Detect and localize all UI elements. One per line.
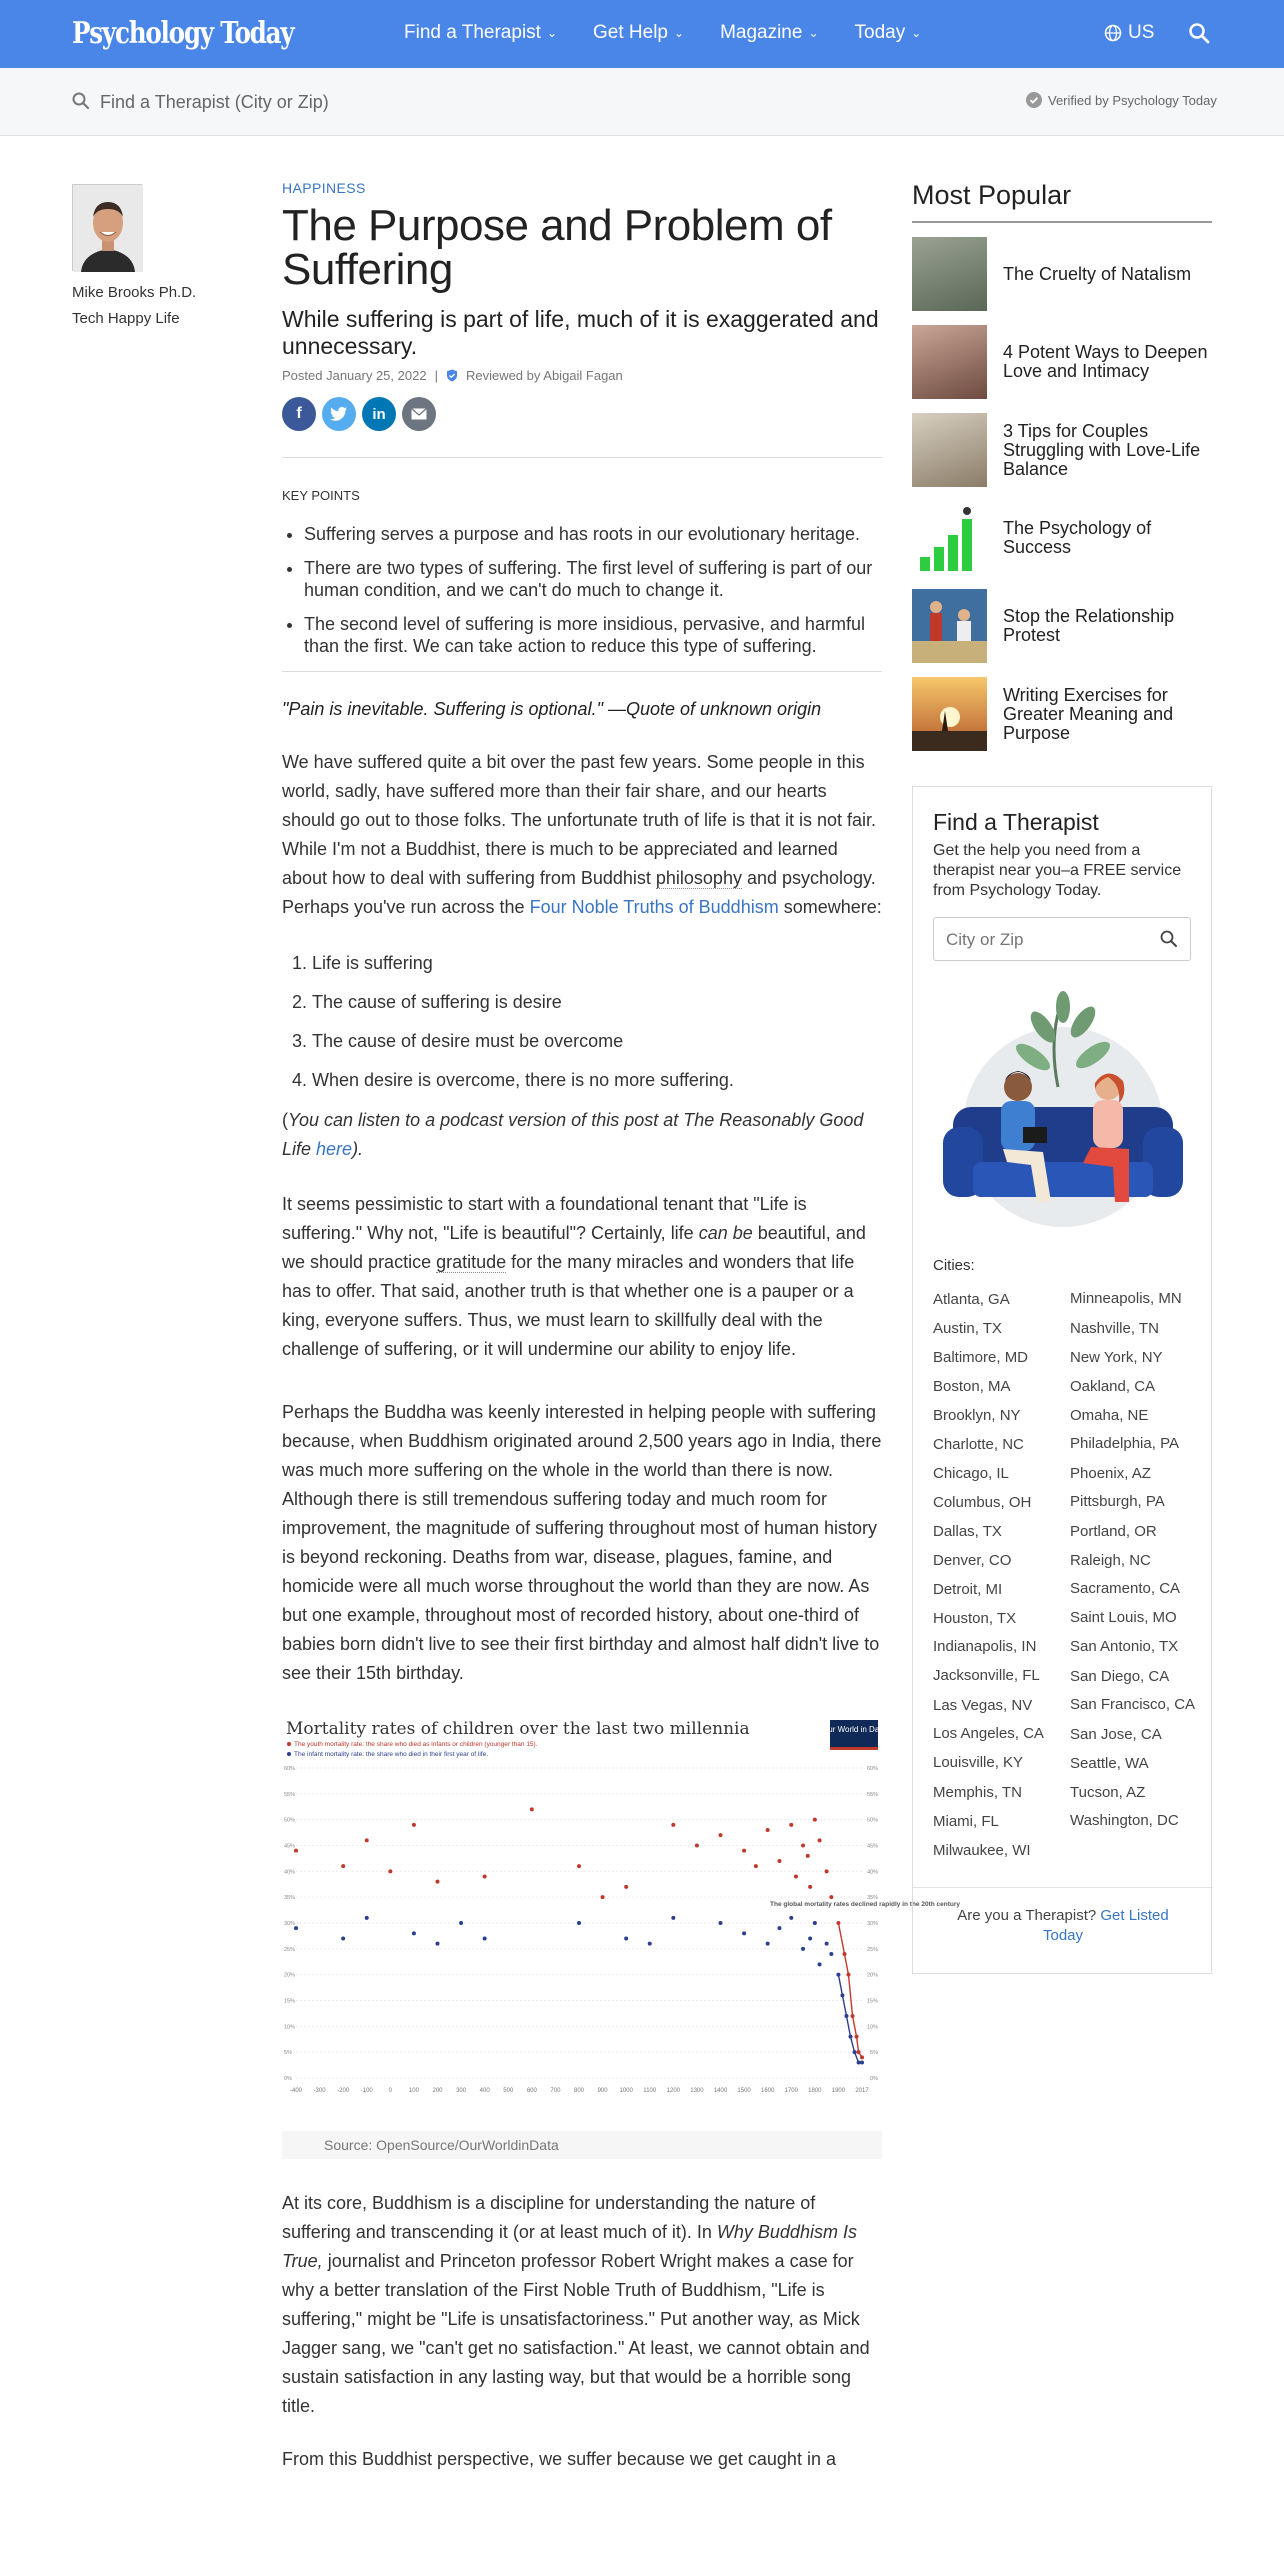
- y-tick-label: 20%: [866, 1972, 878, 1979]
- city-link[interactable]: Portland, OR: [1070, 1523, 1157, 1540]
- city-link[interactable]: Minneapolis, MN: [1070, 1290, 1182, 1307]
- avatar: [73, 185, 143, 272]
- popular-item[interactable]: [912, 325, 1212, 399]
- x-tick-label: -100: [360, 2088, 373, 2094]
- chevron-down-icon: ⌄: [674, 26, 685, 40]
- data-point-youth: [577, 1864, 581, 1868]
- article-meta: [282, 368, 882, 383]
- city-link[interactable]: Louisville, KY: [933, 1754, 1024, 1771]
- paragraph: From this Buddhist perspective, we suffer because we get caught in a: [282, 2449, 836, 2469]
- twitter-icon: [330, 406, 348, 422]
- data-point-youth: [857, 2050, 861, 2054]
- x-tick-label: 2017: [855, 2088, 869, 2094]
- y-tick-label: 35%: [284, 1895, 296, 1902]
- data-point-infant: [825, 1942, 829, 1946]
- most-popular-title: Most Popular: [912, 180, 1212, 223]
- x-tick-label: 500: [503, 2088, 514, 2094]
- chevron-down-icon: ⌄: [808, 26, 819, 40]
- share-email-button[interactable]: [402, 397, 436, 431]
- are-you-therapist: Are you a Therapist?: [957, 1907, 1101, 1924]
- city-link[interactable]: Baltimore, MD: [933, 1349, 1029, 1366]
- data-point-youth: [777, 1859, 781, 1863]
- city-link[interactable]: Seattle, WA: [1070, 1755, 1149, 1772]
- search-icon[interactable]: [1160, 930, 1178, 948]
- check-circle-icon: [1026, 92, 1042, 108]
- article-figure: [282, 1716, 960, 2159]
- y-tick-label: 0%: [870, 2076, 878, 2082]
- data-point-youth: [530, 1807, 534, 1811]
- data-point-youth: [801, 1844, 805, 1848]
- y-tick-label: 50%: [866, 1817, 878, 1824]
- list-item: 4. When desire is overcome, there is no more suffering.: [312, 1067, 882, 1093]
- sidebar: [912, 180, 1212, 751]
- y-tick-label: 30%: [866, 1921, 878, 1927]
- city-link[interactable]: Atlanta, GA: [933, 1291, 1010, 1308]
- data-point-youth: [671, 1823, 675, 1827]
- paragraph-text: journalist and Princeton professor Robert Wright makes a case for why a better translation of the First Noble Truth of Buddhism, "Life is suffering," might be "Life is unsatisfactoriness." Put another way, as Mick Jagger sang, we "can't get no satisfaction." At least, we cannot obtain and sustain satisfaction in any lasting way, but that would be a horrible song title.: [282, 2251, 870, 2416]
- data-point-youth: [808, 1885, 812, 1889]
- share-facebook-button[interactable]: [282, 397, 316, 431]
- author-info: [72, 280, 196, 332]
- site-logo[interactable]: Psychology Today: [72, 16, 294, 51]
- y-tick-label: 5%: [284, 2050, 292, 2057]
- city-link[interactable]: Pittsburgh, PA: [1070, 1493, 1165, 1510]
- city-link[interactable]: Indianapolis, IN: [933, 1638, 1037, 1655]
- linkedin-icon: in: [372, 405, 386, 423]
- paragraph-text: somewhere:: [778, 897, 882, 917]
- data-point-infant: [719, 1921, 723, 1925]
- share-linkedin-button[interactable]: [362, 397, 396, 431]
- data-point-youth: [806, 1854, 810, 1858]
- x-tick-label: 1700: [784, 2088, 798, 2094]
- data-point-youth: [851, 2014, 855, 2018]
- x-tick-label: 100: [408, 2088, 419, 2094]
- data-point-youth: [365, 1838, 369, 1842]
- city-link[interactable]: Washington, DC: [1070, 1812, 1179, 1829]
- city-link[interactable]: Houston, TX: [933, 1610, 1017, 1627]
- city-link[interactable]: Columbus, OH: [933, 1494, 1032, 1511]
- cities-column-left: [933, 1285, 1044, 1865]
- data-point-youth: [766, 1828, 770, 1832]
- city-link[interactable]: San Diego, CA: [1070, 1668, 1170, 1685]
- x-tick-label: 400: [479, 2088, 490, 2094]
- popular-item-title[interactable]: The Psychology of Success: [1003, 518, 1152, 557]
- podcast-note: [282, 1106, 882, 1164]
- gratitude-link[interactable]: gratitude: [436, 1252, 507, 1272]
- key-point: • There are two types of suffering. The first level of suffering is part of our human condition, and we can't do much to change it.: [304, 557, 882, 601]
- data-point-infant: [294, 1926, 298, 1930]
- x-tick-label: -400: [289, 2088, 303, 2094]
- paragraph: Perhaps the Buddha was keenly interested in helping people with suffering because, when Buddhism originated around 2,500 years ago in India, there was much more suffering on the whole in the world than there is now. Although there is still tremendous suffering today and much room for improvement, the magnitude of suffering throughout most of human history is beyond reckoning. Deaths from war, disease, plagues, famine, and homicide were all much worse throughout the world than they are now. As but one example, throughout most of recorded history, about one-third of babies born didn't live to see their first birthday and almost half didn't live to see their 15th birthday.: [282, 1402, 882, 1683]
- y-tick-label: 0%: [284, 2076, 292, 2082]
- x-tick-label: 300: [456, 2088, 467, 2094]
- popular-item[interactable]: [912, 677, 1212, 751]
- x-tick-label: 0: [388, 2088, 393, 2094]
- key-point: • Suffering serves a purpose and has roots in our evolutionary heritage.: [304, 523, 882, 545]
- data-point-youth: [341, 1864, 345, 1868]
- data-point-infant: [857, 2061, 861, 2065]
- paren-close: ).: [352, 1139, 364, 1159]
- data-point-youth: [388, 1869, 392, 1873]
- verified-badge: [1026, 92, 1217, 108]
- divider: [282, 671, 882, 672]
- y-tick-label: 50%: [284, 1817, 296, 1824]
- popular-thumbnail[interactable]: [912, 501, 987, 575]
- facebook-icon: f: [296, 405, 302, 422]
- cities-column-right: [1070, 1285, 1200, 1836]
- nav-magazine[interactable]: [720, 22, 818, 44]
- y-tick-label: 20%: [284, 1972, 296, 1979]
- paragraph: [282, 2189, 882, 2421]
- y-tick-label: 55%: [866, 1791, 878, 1798]
- nav-get-help[interactable]: [593, 22, 684, 44]
- paren-open: (: [282, 1110, 288, 1130]
- data-point-youth: [719, 1833, 723, 1837]
- city-link[interactable]: Las Vegas, NV: [933, 1697, 1033, 1714]
- city-link[interactable]: Denver, CO: [933, 1552, 1012, 1569]
- data-point-youth: [695, 1844, 699, 1848]
- city-link[interactable]: Phoenix, AZ: [1070, 1465, 1151, 1482]
- data-point-infant: [671, 1916, 675, 1920]
- x-tick-label: 800: [573, 2088, 585, 2094]
- share-twitter-button[interactable]: [322, 397, 356, 431]
- find-therapist-desc: Get the help you need from a therapist near you–a FREE service from Psychology Today.: [933, 842, 1182, 899]
- popular-thumbnail[interactable]: [912, 325, 987, 399]
- cities-heading: Cities:: [933, 1257, 975, 1274]
- city-link[interactable]: Austin, TX: [933, 1320, 1002, 1337]
- y-tick-label: 10%: [866, 2024, 878, 2031]
- shield-check-icon: [446, 369, 458, 382]
- chevron-down-icon: ⌄: [546, 26, 558, 40]
- data-point-infant: [577, 1921, 581, 1925]
- city-link[interactable]: Sacramento, CA: [1070, 1580, 1181, 1597]
- x-tick-label: -300: [313, 2088, 326, 2094]
- city-link[interactable]: Omaha, NE: [1070, 1407, 1149, 1424]
- data-point-infant: [341, 1937, 345, 1941]
- city-link[interactable]: Charlotte, NC: [933, 1436, 1024, 1453]
- emphasis: can be: [698, 1223, 753, 1243]
- city-link[interactable]: Chicago, IL: [933, 1465, 1009, 1482]
- data-point-youth: [742, 1849, 746, 1853]
- data-point-infant: [742, 1931, 746, 1935]
- data-point-infant: [459, 1921, 463, 1925]
- author-blog[interactable]: Tech Happy Life: [72, 310, 180, 327]
- chart-title: Mortality rates of children over the last two millennia: [286, 1719, 750, 1739]
- therapist-search-input[interactable]: [100, 86, 700, 118]
- x-tick-label: 900: [597, 2088, 608, 2094]
- article-title: The Purpose and Problem of Suffering: [282, 201, 832, 294]
- data-point-infant: [789, 1916, 793, 1920]
- data-point-youth: [436, 1880, 440, 1884]
- paragraph-text: beautiful, and we should practice: [282, 1223, 866, 1272]
- meta-separator: |: [434, 368, 438, 383]
- y-tick-label: 30%: [284, 1921, 296, 1927]
- data-point-infant: [624, 1937, 628, 1941]
- popular-item-title[interactable]: Stop the Relationship Protest: [1003, 606, 1175, 645]
- email-icon: [411, 408, 427, 420]
- popular-item[interactable]: [912, 237, 1212, 311]
- y-tick-label: 60%: [284, 1766, 296, 1772]
- popular-item-title[interactable]: 3 Tips for Couples Struggling with Love-Life Balance: [1003, 420, 1201, 479]
- popular-item[interactable]: [912, 413, 1212, 487]
- data-point-infant: [818, 1962, 822, 1966]
- legend-youth: The youth mortality rate: the share who died as infants or children (younger than 15).: [294, 1741, 538, 1748]
- city-link[interactable]: Nashville, TN: [1070, 1320, 1159, 1337]
- noble-truths-list: [282, 950, 882, 1093]
- y-tick-label: 25%: [866, 1946, 878, 1953]
- article-subtitle: While suffering is part of life, much of it is exaggerated and unnecessary.: [282, 306, 879, 359]
- y-tick-label: 15%: [866, 1998, 878, 2005]
- opening-quote: "Pain is inevitable. Suffering is optional." —Quote of unknown origin: [282, 699, 822, 719]
- city-link[interactable]: Dallas, TX: [933, 1523, 1002, 1540]
- legend-infant: The infant mortality rate: the share who died in their first year of life.: [294, 1751, 489, 1758]
- paragraph-text: for the many miracles and wonders that life has to offer. That said, another truth is that whether one is a pauper or a king, everyone suffers. Thus, we must learn to skillfully deal with the challenge of suffering, or it will undermine our ability to enjoy life.: [282, 1252, 855, 1359]
- city-link[interactable]: Miami, FL: [933, 1813, 999, 1830]
- article-category[interactable]: HAPPINESS: [282, 180, 366, 196]
- data-point-infant: [836, 1973, 840, 1977]
- data-point-youth: [813, 1818, 817, 1822]
- search-icon: [1188, 22, 1210, 44]
- x-tick-label: -200: [337, 2088, 350, 2094]
- city-link[interactable]: Raleigh, NC: [1070, 1552, 1151, 1569]
- key-point: • The second level of suffering is more insidious, pervasive, and harmful than the first. We can take action to reduce this type of suffering.: [304, 613, 882, 657]
- data-point-youth: [860, 2055, 864, 2059]
- data-point-youth: [842, 1952, 846, 1956]
- share-buttons: [282, 397, 882, 431]
- owid-badge-stripe: [830, 1747, 878, 1750]
- legend-marker: [287, 1742, 291, 1746]
- y-tick-label: 5%: [870, 2050, 878, 2057]
- book-title: Why Buddhism Is True,: [282, 2222, 857, 2271]
- key-points-list: [282, 523, 882, 657]
- search-icon: [72, 92, 90, 110]
- paragraph-text: and psychology. Perhaps you've run across the: [282, 868, 876, 917]
- data-point-infant: [853, 2050, 857, 2054]
- x-tick-label: 1500: [737, 2088, 751, 2094]
- nav-links: [404, 22, 957, 44]
- paragraph-text: It seems pessimistic to start with a foundational tenant that "Life is suffering." Why not, "Life is beautiful"? Certainly, life: [282, 1194, 807, 1243]
- chart-annotation: The global mortality rates declined rapidly in the 20th century: [770, 1901, 960, 1908]
- author-name[interactable]: Mike Brooks Ph.D.: [72, 284, 197, 301]
- data-point-youth: [294, 1849, 298, 1853]
- x-tick-label: 700: [550, 2088, 561, 2094]
- verified-text: Verified by Psychology Today: [1048, 92, 1217, 108]
- nav-today[interactable]: [855, 22, 922, 44]
- popular-item-title[interactable]: Writing Exercises for Greater Meaning and Purpose: [1003, 684, 1174, 743]
- data-point-youth: [855, 2035, 859, 2039]
- x-tick-label: 1300: [690, 2088, 704, 2094]
- city-link[interactable]: Saint Louis, MO: [1070, 1609, 1177, 1626]
- reviewed-by[interactable]: Reviewed by Abigail Fagan: [465, 368, 623, 383]
- city-link[interactable]: Tucson, AZ: [1070, 1784, 1146, 1801]
- popular-thumbnail[interactable]: [912, 413, 987, 487]
- nav-search-button[interactable]: [1188, 22, 1210, 49]
- data-point-infant: [860, 2061, 864, 2065]
- popular-thumbnail[interactable]: [912, 677, 987, 751]
- x-tick-label: 1600: [760, 2088, 775, 2094]
- data-point-youth: [789, 1823, 793, 1827]
- top-navigation: [0, 0, 1284, 68]
- podcast-link[interactable]: here: [316, 1139, 353, 1159]
- nav-link-label: Today: [854, 22, 906, 43]
- paragraph: [282, 748, 882, 922]
- data-point-infant: [849, 2035, 853, 2039]
- data-point-infant: [840, 1993, 844, 1997]
- data-point-youth: [624, 1885, 628, 1889]
- y-tick-label: 45%: [284, 1843, 296, 1850]
- therapy-illustration: [933, 977, 1193, 1237]
- y-tick-label: 60%: [866, 1766, 878, 1772]
- posted-date: Posted January 25, 2022: [282, 368, 427, 383]
- data-point-youth: [794, 1875, 798, 1879]
- city-link[interactable]: Memphis, TN: [933, 1784, 1022, 1801]
- popular-thumbnail[interactable]: [912, 237, 987, 311]
- nav-link-label: Magazine: [720, 22, 803, 43]
- data-point-infant: [766, 1942, 770, 1946]
- key-points-heading: KEY POINTS: [282, 488, 360, 503]
- data-point-infant: [412, 1931, 416, 1935]
- y-tick-label: 40%: [284, 1869, 296, 1876]
- popular-thumbnail[interactable]: [912, 589, 987, 663]
- list-item: 2. The cause of suffering is desire: [312, 989, 882, 1015]
- data-point-youth: [754, 1864, 758, 1868]
- x-tick-label: 1000: [619, 2088, 633, 2094]
- city-link[interactable]: San Jose, CA: [1070, 1726, 1162, 1743]
- globe-icon: [1104, 24, 1122, 42]
- city-link[interactable]: Brooklyn, NY: [933, 1407, 1021, 1424]
- nav-find-therapist[interactable]: [404, 22, 557, 44]
- chevron-down-icon: ⌄: [911, 26, 922, 40]
- paragraph-text: At its core, Buddhism is a discipline for understanding the nature of suffering and transcending it (or at least much of it). In: [282, 2193, 816, 2242]
- data-point-infant: [483, 1937, 487, 1941]
- city-zip-field: [933, 917, 1191, 961]
- data-point-youth: [818, 1838, 822, 1842]
- data-point-youth: [846, 1973, 850, 1977]
- therapist-search-bar: [0, 68, 1284, 136]
- city-link[interactable]: Philadelphia, PA: [1070, 1435, 1179, 1452]
- four-noble-truths-link[interactable]: Four Noble Truths of Buddhism: [529, 897, 779, 917]
- find-therapist-title: Find a Therapist: [933, 809, 1099, 835]
- mortality-chart[interactable]: [282, 1716, 960, 2131]
- region-selector[interactable]: [1104, 22, 1154, 44]
- list-item: 1. Life is suffering: [312, 950, 882, 976]
- city-link[interactable]: San Francisco, CA: [1070, 1696, 1196, 1713]
- popular-item-title[interactable]: The Cruelty of Natalism: [1003, 263, 1192, 284]
- city-link[interactable]: San Antonio, TX: [1070, 1638, 1179, 1655]
- x-tick-label: 600: [526, 2088, 537, 2094]
- data-point-infant: [829, 1952, 833, 1956]
- x-tick-label: 1800: [808, 2088, 822, 2094]
- city-link[interactable]: Detroit, MI: [933, 1581, 1003, 1598]
- divider: [282, 457, 882, 458]
- data-point-infant: [801, 1947, 805, 1951]
- nav-link-label: Get Help: [593, 22, 668, 43]
- data-point-infant: [365, 1916, 369, 1920]
- city-link[interactable]: Oakland, CA: [1070, 1378, 1156, 1395]
- data-point-youth: [836, 1921, 840, 1925]
- popular-item[interactable]: [912, 589, 1212, 663]
- data-point-infant: [813, 1921, 817, 1925]
- podcast-text: You can listen to a podcast version of this post at The Reasonably Good Life: [282, 1110, 864, 1159]
- y-tick-label: 15%: [284, 1998, 296, 2005]
- city-link[interactable]: New York, NY: [1070, 1349, 1163, 1366]
- y-tick-label: 40%: [866, 1869, 878, 1876]
- paragraph: [282, 1190, 882, 1364]
- data-point-infant: [808, 1937, 812, 1941]
- city-zip-input[interactable]: [946, 928, 1146, 952]
- find-therapist-box: [912, 786, 1212, 1974]
- city-link[interactable]: Los Angeles, CA: [933, 1725, 1044, 1742]
- get-listed-link[interactable]: Get Listed Today: [1042, 1907, 1169, 1944]
- x-tick-label: 1200: [666, 2088, 681, 2094]
- figure-caption: Source: OpenSource/OurWorldinData: [324, 2137, 559, 2153]
- data-point-youth: [601, 1895, 605, 1899]
- data-point-infant: [777, 1926, 781, 1930]
- data-point-infant: [648, 1942, 652, 1946]
- list-item: 3. The cause of desire must be overcome: [312, 1028, 882, 1054]
- city-link[interactable]: Milwaukee, WI: [933, 1842, 1031, 1859]
- region-label: US: [1128, 22, 1155, 43]
- popular-item-title[interactable]: 4 Potent Ways to Deepen Love and Intimacy: [1003, 342, 1208, 381]
- paragraph-text: We have suffered quite a bit over the past few years. Some people in this world, sadly, have suffered more than their fair share, and our hearts should go out to those folks. The unfortunate truth of life is that it is not fair. While I'm not a Buddhist, there is much to be appreciated and learned about how to deal with suffering from Buddhist: [282, 752, 877, 888]
- data-point-infant: [844, 2014, 848, 2018]
- philosophy-link[interactable]: philosophy: [655, 868, 742, 888]
- get-listed-cta: [913, 1887, 1213, 1946]
- legend-marker: [287, 1752, 291, 1756]
- owid-badge-label: Our World in Data: [822, 1725, 886, 1734]
- city-link[interactable]: Boston, MA: [933, 1378, 1011, 1395]
- x-tick-label: 1900: [831, 2088, 846, 2094]
- x-tick-label: 1400: [713, 2088, 728, 2094]
- city-link[interactable]: Jacksonville, FL: [933, 1667, 1040, 1684]
- y-tick-label: 55%: [284, 1791, 296, 1798]
- y-tick-label: 10%: [284, 2024, 296, 2031]
- x-tick-label: 1100: [643, 2088, 657, 2094]
- data-point-youth: [483, 1875, 487, 1879]
- data-point-youth: [829, 1895, 833, 1899]
- y-tick-label: 35%: [866, 1895, 878, 1902]
- data-point-infant: [436, 1942, 440, 1946]
- most-popular-list: [912, 237, 1212, 751]
- y-tick-label: 25%: [284, 1946, 296, 1953]
- nav-link-label: Find a Therapist: [404, 22, 541, 43]
- x-tick-label: 200: [432, 2088, 443, 2094]
- y-tick-label: 45%: [866, 1843, 878, 1850]
- author-photo[interactable]: [72, 184, 142, 271]
- data-point-youth: [825, 1869, 829, 1873]
- data-point-youth: [412, 1823, 416, 1827]
- popular-item[interactable]: [912, 501, 1212, 575]
